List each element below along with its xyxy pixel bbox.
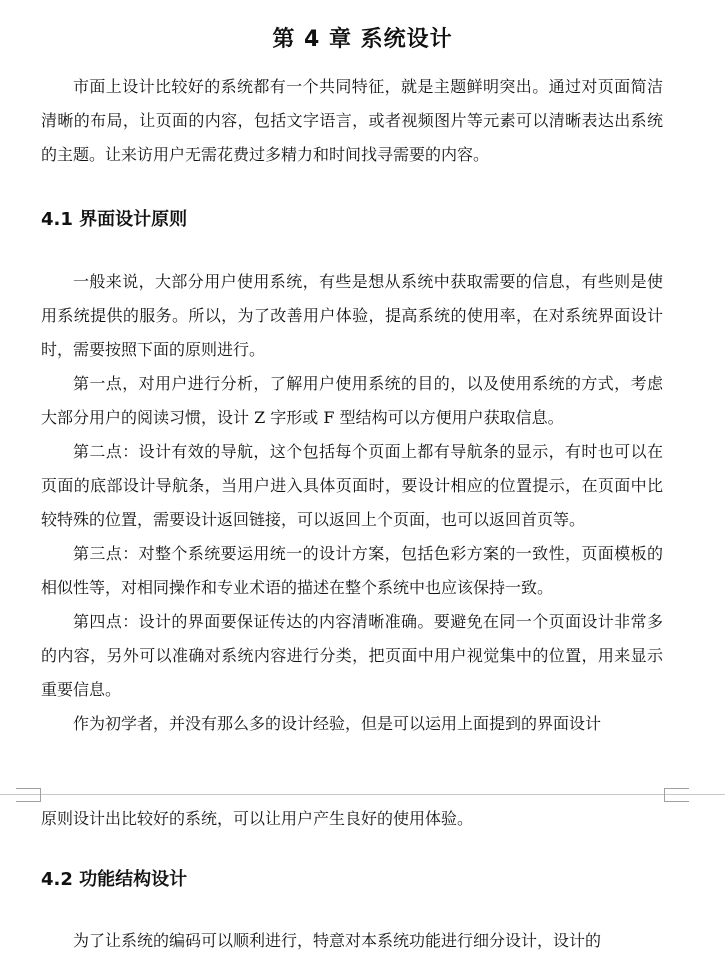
section-heading-4-1: 4.1 界面设计原则 [41,209,188,230]
page-break-line [0,794,725,795]
intro-block [41,70,663,172]
page-break-marker-right [664,788,689,802]
body-paragraph: 为了让系统的编码可以顺利进行，特意对本系统功能进行细分设计，设计的 [73,931,602,950]
body-paragraph: 作为初学者，并没有那么多的设计经验，但是可以运用上面提到的界面设计 [73,714,602,733]
body-paragraph: 一般来说，大部分用户使用系统，有些是想从系统中获取需要的信息，有些则是使用系统提供的服务。所以，为了改善用户体验，提高系统的使用率，在对系统界面设计时，需要按照下面的原则进行。 [41,272,663,359]
body-paragraph: 第一点，对用户进行分析，了解用户使用系统的目的，以及使用系统的方式，考虑大部分用户的阅读习惯，设计 Z 字形或 F 型结构可以方便用户获取信息。 [41,374,663,427]
intro-paragraph: 市面上设计比较好的系统都有一个共同特征，就是主题鲜明突出。通过对页面简洁清晰的布局，让页面的内容，包括文字语言，或者视频图片等元素可以清晰表达出系统的主题。让来访用户无需花费过多精力和时间找寻需要的内容。 [41,77,663,164]
section-4-1-body [41,265,663,741]
page-break-marker-left [16,788,41,802]
body-paragraph: 第四点：设计的界面要保证传达的内容清晰准确。要避免在同一个页面设计非常多的内容，另外可以准确对系统内容进行分类，把页面中用户视觉集中的位置，用来显示重要信息。 [41,612,663,699]
continued-paragraph: 原则设计出比较好的系统，可以让用户产生良好的使用体验。 [41,809,474,828]
section-4-1-continuation [41,802,663,836]
section-heading-4-2: 4.2 功能结构设计 [41,869,188,890]
body-paragraph: 第二点：设计有效的导航，这个包括每个页面上都有导航条的显示，有时也可以在页面的底部设计导航条，当用户进入具体页面时，要设计相应的位置提示，在页面中比较特殊的位置，需要设计返回链接，可以返回上个页面，也可以返回首页等。 [41,442,663,529]
chapter-title: 第 4 章 系统设计 [272,26,453,52]
body-paragraph: 第三点：对整个系统要运用统一的设计方案，包括色彩方案的一致性，页面模板的相似性等，对相同操作和专业术语的描述在整个系统中也应该保持一致。 [41,544,663,597]
section-4-2-body [41,924,663,958]
